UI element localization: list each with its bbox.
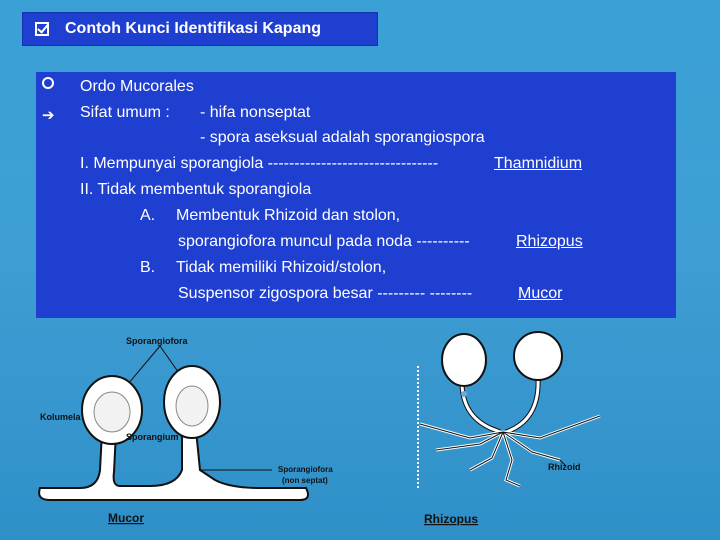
fungi-diagrams bbox=[0, 320, 720, 540]
key-result-mucor: Mucor bbox=[518, 285, 563, 302]
key-item-B: Tidak memiliki Rhizoid/stolon, bbox=[176, 259, 387, 276]
slide-title-box bbox=[22, 12, 378, 46]
key-item-A: Membentuk Rhizoid dan stolon, bbox=[176, 207, 401, 224]
label-sporangium: Sporangium bbox=[126, 432, 179, 442]
label-non-septat: (non septat) bbox=[282, 476, 328, 485]
label-sporangiofora: Sporangiofora bbox=[126, 336, 188, 346]
key-item-B-marker: B. bbox=[140, 259, 156, 276]
key-result-thamnidium: Thamnidium bbox=[494, 155, 583, 172]
key-item-A-line2: sporangiofora muncul pada noda ---------- bbox=[178, 233, 470, 250]
key-item-II: II. Tidak membentuk sporangiola bbox=[80, 181, 312, 198]
key-item-I: I. Mempunyai sporangiola -------------------------------- bbox=[80, 155, 439, 172]
key-result-rhizopus: Rhizopus bbox=[516, 233, 583, 250]
sifat-label: Sifat umum : bbox=[80, 104, 170, 121]
checkbox-icon bbox=[35, 22, 49, 36]
caption-rhizopus: Rhizopus bbox=[424, 512, 478, 526]
sifat-item-2: - spora aseksual adalah sporangiospora bbox=[200, 129, 485, 146]
label-rhizoid: Rhizoid bbox=[548, 462, 581, 472]
rhizopus-diagram bbox=[418, 332, 600, 526]
slide-title: Contoh Kunci Identifikasi Kapang bbox=[65, 20, 322, 37]
caption-mucor: Mucor bbox=[108, 511, 144, 525]
label-sporangiofora-ns: Sporangiofora bbox=[278, 465, 333, 474]
ordo-text: Ordo Mucorales bbox=[80, 78, 194, 95]
star-bullet-icon bbox=[42, 77, 54, 89]
mucor-diagram bbox=[39, 336, 333, 525]
sifat-item-1: - hifa nonseptat bbox=[200, 104, 311, 121]
arrow-bullet-icon: ➔ bbox=[42, 107, 55, 124]
identification-key-box bbox=[36, 72, 676, 318]
key-item-A-marker: A. bbox=[140, 207, 156, 224]
label-kolumela: Kolumela bbox=[40, 412, 81, 422]
key-item-B-line2: Suspensor zigospora besar --------- -------- bbox=[178, 285, 473, 302]
